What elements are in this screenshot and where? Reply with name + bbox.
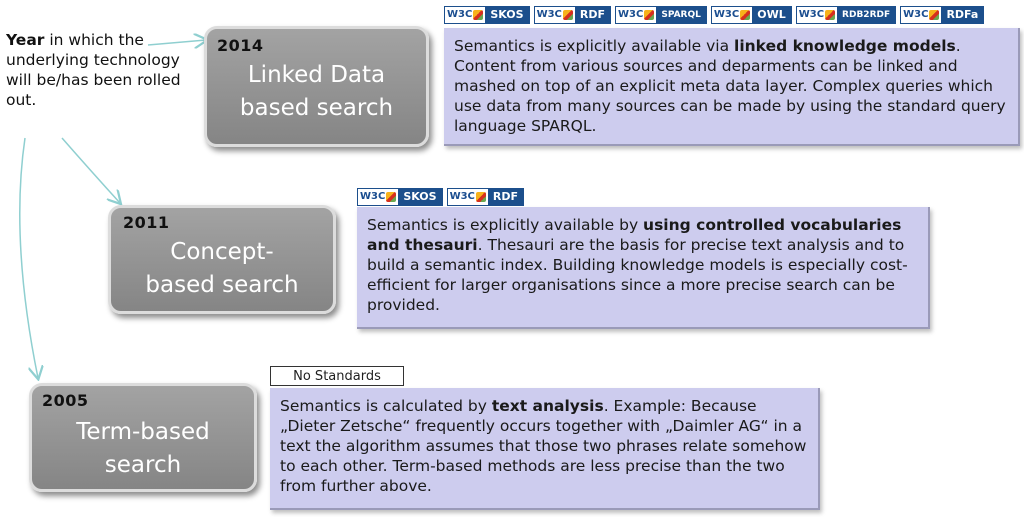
stage-title-2011-line2: based search: [145, 272, 299, 298]
stage-description-2011: [357, 207, 930, 329]
standards-badges-2011: [357, 188, 524, 206]
stage-year-2005: 2005: [42, 391, 89, 410]
description-run: linked knowledge models: [734, 37, 956, 55]
w3c-logo-icon: [901, 7, 941, 23]
w3c-badge-owl: [711, 6, 792, 24]
w3c-badge-skos: [357, 188, 443, 206]
badge-label: SKOS: [490, 8, 524, 21]
badge-label: SPARQL: [661, 10, 701, 20]
w3c-badge-rdb2rdf: [796, 6, 896, 24]
stage-title-2011-line1: Concept-: [170, 239, 274, 265]
cube-icon: [740, 10, 750, 20]
stage-title-2014-line1: Linked Data: [247, 62, 386, 88]
stage-title-2005-line1: Term-based: [76, 419, 210, 445]
badge-label: RDFa: [946, 8, 979, 21]
cube-icon: [473, 10, 483, 20]
cube-icon: [386, 192, 396, 202]
description-run: Semantics is explicitly available via: [454, 37, 735, 55]
stage-year-2011: 2011: [123, 213, 170, 232]
badge-label: RDB2RDF: [842, 10, 891, 20]
w3c-logo-icon: [535, 7, 575, 23]
w3c-logo-icon: [712, 7, 752, 23]
w3c-prefix: W3C: [903, 9, 929, 20]
arrow-to-2011: [62, 138, 120, 203]
stage-box-2005: [29, 383, 257, 492]
cube-icon: [825, 10, 835, 20]
w3c-logo-icon: [616, 7, 656, 23]
legend-bold: Year: [6, 31, 45, 49]
description-run: using controlled vocabularies and thesauri: [367, 216, 902, 254]
w3c-logo-icon: [448, 189, 488, 205]
arrow-to-2005: [20, 138, 38, 378]
description-run: text analysis: [491, 397, 604, 415]
description-run: . Example: Because „Dieter Zetsche“ frequently occurs together with „Daimler AG“ in a text the algorithm assumes that those two phrases relate somehow to each other. Term-based methods are less precise than the two from further above.: [280, 397, 807, 495]
no-standards-label: No Standards: [270, 366, 404, 386]
w3c-prefix: W3C: [449, 191, 475, 202]
standards-badges-2014: [444, 6, 984, 24]
stage-box-2011: [108, 205, 336, 314]
w3c-logo-icon: [797, 7, 837, 23]
w3c-badge-rdf: [447, 188, 524, 206]
cube-icon: [476, 192, 486, 202]
stage-description-2005: [270, 388, 820, 510]
w3c-prefix: W3C: [798, 9, 825, 20]
w3c-badge-sparql: [615, 6, 707, 24]
description-run: Semantics is explicitly available by: [367, 216, 644, 234]
cube-icon: [644, 10, 654, 20]
stage-year-2014: 2014: [217, 36, 264, 55]
stage-title-2014-line2: based search: [239, 95, 394, 121]
stage-title-2005-line2: search: [104, 452, 182, 478]
description-run: . Thesauri are the basis for precise text analysis and to build a semantic index. Building knowledge models is especially cost-efficient for larger organisations since a more precise search can be provided.: [367, 236, 908, 314]
w3c-badge-rdf: [534, 6, 611, 24]
w3c-prefix: W3C: [536, 9, 562, 20]
description-run: Semantics is calculated by: [280, 397, 492, 415]
w3c-badge-skos: [444, 6, 530, 24]
legend-rest: in which the underlying technology will be/has been rolled out.: [6, 31, 181, 109]
stage-description-2014: [444, 28, 1020, 146]
badge-label: OWL: [757, 8, 786, 21]
stage-box-2014: [204, 26, 429, 147]
badge-label: SKOS: [403, 190, 437, 203]
w3c-prefix: W3C: [360, 191, 386, 202]
badge-label: RDF: [492, 190, 519, 203]
w3c-logo-icon: [358, 189, 398, 205]
badge-label: RDF: [579, 8, 606, 21]
w3c-prefix: W3C: [618, 9, 644, 20]
w3c-logo-icon: [445, 7, 485, 23]
w3c-prefix: W3C: [713, 9, 740, 20]
cube-icon: [563, 10, 573, 20]
cube-icon: [929, 10, 939, 20]
w3c-badge-rdfa: [900, 6, 984, 24]
year-legend: [6, 30, 181, 110]
w3c-prefix: W3C: [447, 9, 473, 20]
description-run: . Content from various sources and deparments can be linked and mashed on top of an explicit meta data layer. Complex queries which use data from many sources can be made by using the standard query language SPARQL.: [454, 37, 1006, 135]
